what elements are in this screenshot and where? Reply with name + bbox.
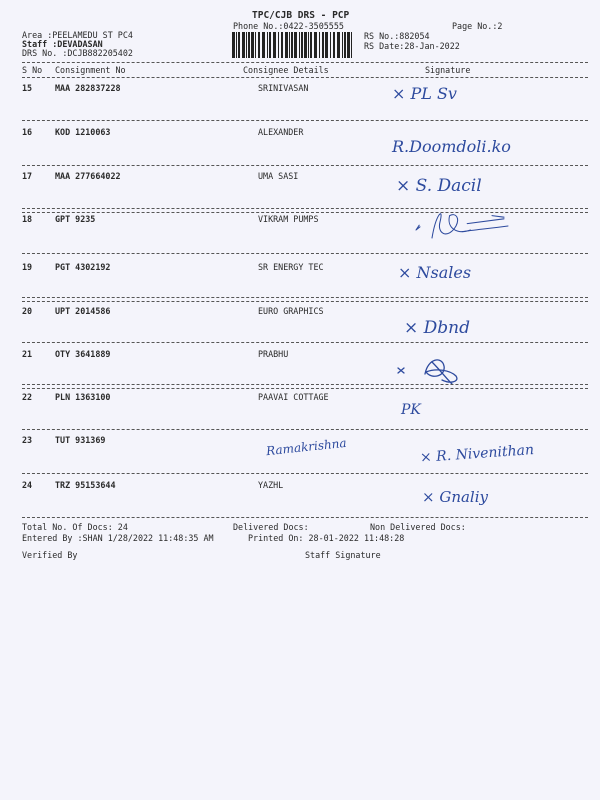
barcode-bar — [344, 32, 346, 58]
barcode-bar — [242, 32, 245, 58]
barcode-bar — [322, 32, 324, 58]
barcode-bar — [333, 32, 335, 58]
col-header-consignee: Consignee Details — [243, 65, 329, 75]
barcode-bar — [304, 32, 307, 58]
row-divider — [22, 253, 588, 254]
barcode-icon — [230, 32, 356, 60]
total-docs: Total No. Of Docs: 24 — [22, 522, 128, 532]
row-sno: 24 — [22, 480, 33, 490]
row-consignment: UPT 2014586 — [55, 306, 111, 316]
header-divider-top — [22, 62, 588, 63]
row-sno: 20 — [22, 306, 33, 316]
row-divider — [22, 120, 588, 121]
barcode-bar — [267, 32, 268, 58]
row-sno: 15 — [22, 83, 33, 93]
barcode-bar — [330, 32, 331, 58]
col-header-signature: Signature — [425, 65, 471, 75]
barcode-bar — [308, 32, 309, 58]
rs-date: RS Date:28-Jan-2022 — [364, 41, 460, 51]
barcode-bar — [278, 32, 279, 58]
barcode-bar — [301, 32, 303, 58]
row-consignment: PLN 1363100 — [55, 392, 111, 402]
row-consignment: MAA 277664022 — [55, 171, 121, 181]
barcode-bar — [238, 32, 240, 58]
barcode-bar — [337, 32, 340, 58]
drs-number: DRS No. :DCJB882205402 — [22, 48, 133, 58]
row-consignee: ALEXANDER — [258, 127, 304, 137]
barcode-bar — [314, 32, 317, 58]
barcode-bar — [255, 32, 256, 58]
row-sno: 23 — [22, 435, 33, 445]
barcode-bar — [262, 32, 265, 58]
barcode-bar — [291, 32, 293, 58]
row-divider — [22, 342, 588, 343]
row-divider — [22, 473, 588, 474]
row-divider — [22, 384, 588, 389]
col-header-sno: S No — [22, 65, 43, 75]
row-signature: × Gnaliy — [422, 488, 488, 506]
barcode-bar — [351, 32, 352, 58]
row-consignee: UMA SASI — [258, 171, 299, 181]
barcode-bar — [294, 32, 297, 58]
rs-number: RS No.:882054 — [364, 31, 430, 41]
barcode-bar — [232, 32, 235, 58]
header-divider-bottom — [22, 77, 588, 78]
barcode-bar — [319, 32, 320, 58]
row-signature: × S. Dacil — [396, 176, 482, 196]
barcode-bar — [236, 32, 237, 58]
row-consignment: OTY 3641889 — [55, 349, 111, 359]
area-label: Area :PEELAMEDU ST PC4 — [22, 30, 133, 40]
delivered-docs: Delivered Docs: — [233, 522, 309, 532]
barcode-bar — [258, 32, 260, 58]
row-signature: PK — [401, 402, 421, 418]
row-consignment: KOD 1210063 — [55, 127, 111, 137]
row-divider — [22, 429, 588, 430]
row-sno: 17 — [22, 171, 33, 181]
barcode-bar — [289, 32, 290, 58]
row-signature-scribble — [380, 206, 580, 246]
row-signature: R.Doomdoli.ko — [392, 137, 511, 156]
row-divider — [22, 517, 588, 518]
phone-number: Phone No.:0422-3505555 — [233, 21, 344, 31]
row-signature: × PL Sv — [392, 84, 457, 103]
row-consignment: MAA 282837228 — [55, 83, 121, 93]
row-consignee: YAZHL — [258, 480, 284, 490]
row-consignment: GPT 9235 — [55, 214, 96, 224]
row-consignment: PGT 4302192 — [55, 262, 111, 272]
row-signature: × Dbnd — [404, 318, 470, 338]
barcode-bar — [251, 32, 254, 58]
row-sno: 22 — [22, 392, 33, 402]
barcode-bar — [281, 32, 283, 58]
row-consignee: EURO GRAPHICS — [258, 306, 324, 316]
barcode-bar — [347, 32, 350, 58]
row-consignee: SR ENERGY TEC — [258, 262, 324, 272]
row-divider — [22, 297, 588, 302]
row-note-handwritten: Ramakrishna — [265, 435, 348, 459]
barcode-bar — [325, 32, 328, 58]
row-consignee: PAAVAI COTTAGE — [258, 392, 329, 402]
barcode-bar — [285, 32, 288, 58]
barcode-bar — [299, 32, 300, 58]
barcode-bar — [248, 32, 250, 58]
entered-by: Entered By :SHAN 1/28/2022 11:48:35 AM — [22, 533, 214, 543]
row-consignee: VIKRAM PUMPS — [258, 214, 319, 224]
row-consignment: TRZ 95153644 — [55, 480, 116, 490]
row-signature: × Nsales — [398, 263, 472, 282]
row-consignee: PRABHU — [258, 349, 289, 359]
barcode-bar — [273, 32, 276, 58]
row-signature: × R. Nivenithan — [419, 442, 535, 466]
staff-label: Staff :DEVADASAN — [22, 39, 103, 49]
staff-signature: Staff Signature — [305, 550, 381, 560]
barcode-bar — [342, 32, 343, 58]
row-sno: 18 — [22, 214, 33, 224]
row-consignment: TUT 931369 — [55, 435, 106, 445]
verified-by: Verified By — [22, 550, 78, 560]
page-number: Page No.:2 — [452, 21, 503, 31]
col-header-consignment: Consignment No — [55, 65, 126, 75]
document-title: TPC/CJB DRS - PCP — [252, 10, 350, 21]
barcode-bar — [269, 32, 271, 58]
non-delivered-docs: Non Delivered Docs: — [370, 522, 466, 532]
printed-on: Printed On: 28-01-2022 11:48:28 — [248, 533, 405, 543]
barcode-bar — [310, 32, 312, 58]
row-consignee: SRINIVASAN — [258, 83, 309, 93]
row-sno: 19 — [22, 262, 33, 272]
row-sno: 21 — [22, 349, 33, 359]
row-sno: 16 — [22, 127, 33, 137]
barcode-bar — [246, 32, 247, 58]
row-divider — [22, 165, 588, 166]
